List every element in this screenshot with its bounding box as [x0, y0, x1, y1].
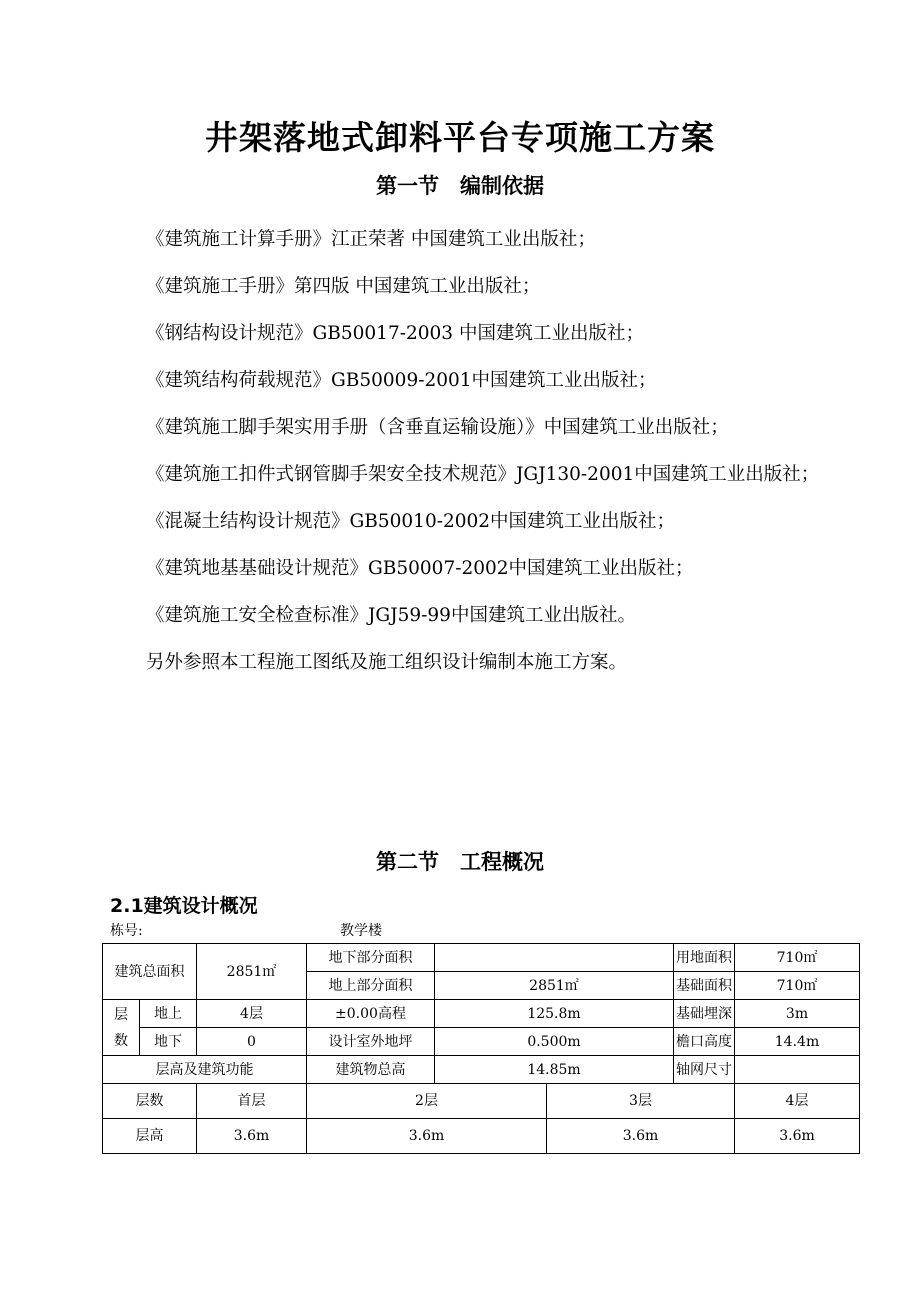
reference-item: 《建筑施工计算手册》江正荣著 中国建筑工业出版社；	[146, 229, 596, 250]
total-area-label: 建筑总面积	[103, 944, 197, 1000]
floors-label: 层 数	[103, 1000, 140, 1056]
below-floors-value: 0	[197, 1028, 307, 1056]
floor-row-label: 层数	[103, 1084, 197, 1119]
total-height-value: 14.85m	[435, 1056, 674, 1084]
reference-item: 《混凝土结构设计规范》GB50010-2002中国建筑工业出版社；	[146, 511, 676, 532]
total-area-value: 2851㎡	[197, 944, 307, 1000]
height-val-1: 3.6m	[197, 1119, 307, 1154]
foundation-depth-value: 3m	[735, 1000, 860, 1028]
section-heading-2: 第二节 工程概况	[376, 850, 544, 874]
total-height-label: 建筑物总高	[307, 1056, 435, 1084]
elevation-label: ±0.00高程	[307, 1000, 435, 1028]
height-val-2: 3.6m	[307, 1119, 547, 1154]
reference-note: 另外参照本工程施工图纸及施工组织设计编制本施工方案。	[146, 652, 628, 673]
floor-col-2: 2层	[307, 1084, 547, 1119]
reference-item: 《建筑施工脚手架实用手册（含垂直运输设施）》中国建筑工业出版社；	[146, 417, 729, 438]
foundation-area-label: 基础面积	[674, 972, 735, 1000]
reference-item: 《建筑地基基础设计规范》GB50007-2002中国建筑工业出版社；	[146, 558, 694, 579]
building-name: 教学楼	[340, 923, 382, 939]
above-floors-value: 4层	[197, 1000, 307, 1028]
subsection-heading: 2.1建筑设计概况	[110, 895, 258, 917]
document-title: 井架落地式卸料平台专项施工方案	[205, 118, 715, 157]
floor-col-4: 4层	[735, 1084, 860, 1119]
function-label: 层高及建筑功能	[103, 1056, 307, 1084]
outdoor-grade-label: 设计室外地坪	[307, 1028, 435, 1056]
above-floors-label: 地上	[140, 1000, 197, 1028]
building-overview-table	[102, 943, 860, 1154]
section-heading-1: 第一节 编制依据	[376, 174, 544, 198]
height-row-label: 层高	[103, 1119, 197, 1154]
floor-col-3: 3层	[547, 1084, 735, 1119]
foundation-area-value: 710㎡	[735, 972, 860, 1000]
above-area-value: 2851㎡	[435, 972, 674, 1000]
reference-item: 《建筑施工扣件式钢管脚手架安全技术规范》JGJ130-2001中国建筑工业出版社；	[146, 464, 820, 485]
eave-height-label: 檐口高度	[674, 1028, 735, 1056]
elevation-value: 125.8m	[435, 1000, 674, 1028]
grid-size-label: 轴网尺寸	[674, 1056, 735, 1084]
reference-item: 《建筑施工安全检查标准》JGJ59-99中国建筑工业出版社。	[146, 605, 636, 626]
below-floors-label: 地下	[140, 1028, 197, 1056]
height-val-4: 3.6m	[735, 1119, 860, 1154]
reference-item: 《建筑结构荷载规范》GB50009-2001中国建筑工业出版社；	[146, 370, 657, 391]
grid-size-value	[735, 1056, 860, 1084]
floor-col-1: 首层	[197, 1084, 307, 1119]
underground-area-label: 地下部分面积	[307, 944, 435, 972]
reference-item: 《建筑施工手册》第四版 中国建筑工业出版社；	[146, 276, 541, 297]
reference-item: 《钢结构设计规范》GB50017-2003 中国建筑工业出版社；	[146, 323, 644, 344]
foundation-depth-label: 基础埋深	[674, 1000, 735, 1028]
eave-height-value: 14.4m	[735, 1028, 860, 1056]
reference-list	[110, 216, 825, 686]
above-area-label: 地上部分面积	[307, 972, 435, 1000]
land-area-value: 710㎡	[735, 944, 860, 972]
land-area-label: 用地面积	[674, 944, 735, 972]
underground-area-value	[435, 944, 674, 972]
building-label: 栋号:	[110, 923, 143, 939]
height-val-3: 3.6m	[547, 1119, 735, 1154]
outdoor-grade-value: 0.500m	[435, 1028, 674, 1056]
